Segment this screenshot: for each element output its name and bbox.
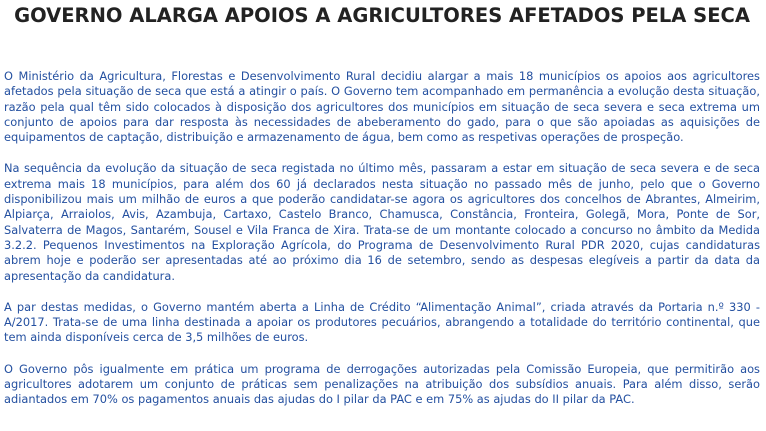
paragraph-3: A par destas medidas, o Governo mantém aberta a Linha de Crédito “Alimentação Animal”, criada através da Portaria n.º 330 - A/2017. Trata-se de uma linha destinada a apoiar os produtores pecuários, abrangendo a totalidade do território continental, que tem ainda disponíveis cerca de 3,5 milhões de euros. <box>4 299 760 345</box>
article-body <box>4 69 760 408</box>
paragraph-4: O Governo pôs igualmente em prática um programa de derrogações autorizadas pela Comissão Europeia, que permitirão aos agricultores adotarem um conjunto de práticas sem penalizações na atribuição dos subsídios anuais. Para além disso, serão adiantados em 70% os pagamentos anuais das ajudas do I pilar da PAC e em 75% as ajudas do II pilar da PAC. <box>4 361 760 407</box>
article-title: GOVERNO ALARGA APOIOS A AGRICULTORES AFETADOS PELA SECA <box>14 4 750 27</box>
paragraph-2: Na sequência da evolução da situação de seca registada no último mês, passaram a estar em situação de seca severa e de seca extrema mais 18 municípios, para além dos 60 já declarados nesta situação no passado mês de junho, pelo que o Governo disponibilizou mais um milhão de euros a que poderão candidatar-se agora os agricultores dos concelhos de Abrantes, Almeirim, Alpiarça, Arraiolos, Avis, Azambuja, Cartaxo, Castelo Branco, Chamusca, Constância, Fronteira, Golegã, Mora, Ponte de Sor, Salvaterra de Magos, Santarém, Sousel e Vila Franca de Xira. Trata-se de um montante colocado a concurso no âmbito da Medida 3.2.2. Pequenos Investimentos na Exploração Agrícola, do Programa de Desenvolvimento Rural PDR 2020, cujas candidaturas abrem hoje e poderão ser apresentadas até ao próximo dia 16 de setembro, sendo as despesas elegíveis a partir da data da apresentação da candidatura. <box>4 161 760 283</box>
paragraph-1: O Ministério da Agricultura, Florestas e Desenvolvimento Rural decidiu alargar a mais 18 municípios os apoios aos agricultores afetados pela situação de seca que está a atingir o país. O Governo tem acompanhado em permanência a evolução desta situação, razão pela qual têm sido colocados à disposição dos agricultores dos municípios em situação de seca severa e seca extrema um conjunto de apoios para dar resposta às necessidades de abeberamento do gado, para o que são apoiadas as aquisições de equipamentos de captação, distribuição e armazenamento de água, bem como as respetivas operações de prospeção. <box>4 69 760 145</box>
